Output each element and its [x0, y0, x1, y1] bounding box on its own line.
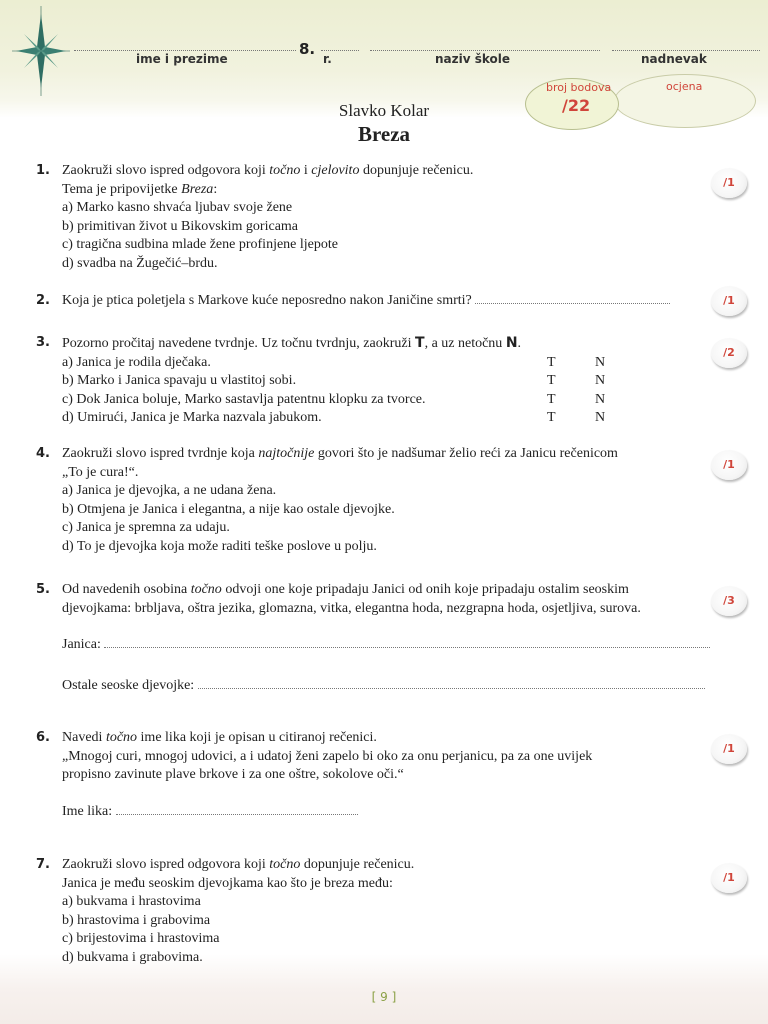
points-badge-6: /1 [711, 734, 747, 764]
answer-option-b[interactable]: b) hrastovima i grabovima [62, 912, 211, 928]
question-stem: Zaokruži slovo ispred odgovora koji točno dopunjuje rečenicu. [62, 857, 415, 872]
question-2 [36, 292, 726, 311]
quote-line-2: propisno zavinute plave brkove i za one oštre, sokolove oči.“ [62, 767, 404, 783]
quote: „To je cura!“. [62, 464, 139, 480]
question-stem: Pozorno pročitaj navedene tvrdnje. Uz točnu tvrdnju, zaokruži T, a uz netočnu N. [62, 335, 522, 351]
answer-option-b[interactable]: b) Otmjena je Janica i elegantna, a nije kao ostale djevojke. [62, 501, 395, 517]
false-option[interactable]: N [595, 354, 606, 370]
question-stem: Navedi točno ime lika koji je opisan u citiranoj rečenici. [62, 730, 377, 745]
statement-row: c) Dok Janica boluje, Marko sastavlja patentnu klopku za tvorce. T N [62, 391, 726, 410]
grade-line[interactable] [321, 50, 359, 51]
points-badge-1: /1 [711, 168, 747, 198]
answer-option-a[interactable]: a) bukvama i hrastovima [62, 894, 201, 910]
name-line[interactable] [74, 50, 296, 51]
answer-option-c[interactable]: c) Janica je spremna za udaju. [62, 520, 230, 536]
school-line[interactable] [370, 50, 600, 51]
question-number: 2. [36, 293, 50, 308]
false-option[interactable]: N [595, 373, 606, 389]
date-label: nadnevak [641, 52, 707, 66]
question-3 [36, 334, 726, 428]
grade-label: r. [323, 52, 332, 66]
false-option[interactable]: N [595, 391, 606, 407]
points-badge-7: /1 [711, 863, 747, 893]
answer-label: Ime lika: [62, 803, 113, 819]
name-label: ime i prezime [136, 52, 228, 66]
score-total: /22 [562, 96, 591, 115]
points-badge-3: /2 [711, 338, 747, 368]
question-line: Tema je pripovijetke Breza: [62, 181, 218, 197]
page-number: [ 9 ] [371, 990, 397, 1004]
question-number: 4. [36, 446, 50, 461]
answer-option-c[interactable]: c) tragična sudbina mlade žene profinjene ljepote [62, 237, 338, 253]
answer-line[interactable] [475, 302, 670, 304]
answer-option-a[interactable]: a) Marko kasno shvaća ljubav svoje žene [62, 200, 293, 216]
question-line: Janica je među seoskim djevojkama kao što je breza među: [62, 875, 393, 891]
compass-star-icon [12, 6, 70, 96]
answer-option-a[interactable]: a) Janica je djevojka, a ne udana žena. [62, 483, 277, 499]
date-line[interactable] [612, 50, 760, 51]
answer-option-d[interactable]: d) bukvama i grabovima. [62, 949, 203, 965]
true-option[interactable]: T [547, 391, 556, 407]
answer-line[interactable] [116, 813, 358, 815]
page-title: Breza [357, 122, 411, 146]
question-stem: Od navedenih osobina točno odvoji one koje pripadaju Janici od onih koje pripadaju ostalim seoskim [62, 582, 629, 597]
question-7 [36, 856, 726, 968]
question-6 [36, 729, 726, 821]
answer-label-others: Ostale seoske djevojke: [62, 677, 195, 693]
true-option[interactable]: T [547, 354, 556, 370]
school-label: naziv škole [435, 52, 511, 66]
question-number: 6. [36, 730, 50, 745]
question-stem: Koja je ptica poletjela s Markove kuće neposredno nakon Janičine smrti? [62, 293, 472, 308]
grade-number: 8. [299, 40, 316, 58]
author-name: Slavko Kolar [338, 101, 430, 120]
answer-label-janica: Janica: [62, 637, 101, 653]
points-badge-2: /1 [711, 286, 747, 316]
question-number: 3. [36, 335, 50, 350]
answer-option-c[interactable]: c) brijestovima i hrastovima [62, 931, 220, 947]
score-label: broj bodova [546, 81, 612, 94]
question-line: djevojkama: brbljava, oštra jezika, glomazna, vitka, elegantna hoda, nezgrapna hoda, osjetljiva, surova. [62, 600, 641, 616]
question-1 [36, 162, 726, 274]
question-4 [36, 445, 726, 557]
question-number: 5. [36, 582, 50, 597]
quote-line-1: „Mnogoj curi, mnogoj udovici, a i udatoj ženi zapelo bi oko za onu perjanicu, pa za one uvijek [62, 748, 593, 764]
question-number: 7. [36, 857, 50, 872]
question-number: 1. [36, 163, 50, 178]
question-stem: Zaokruži slovo ispred tvrdnje koja najtočnije govori što je nadšumar želio reći za Janicu rečenicom [62, 446, 618, 461]
answer-option-d[interactable]: d) svadba na Žugečić–brdu. [62, 255, 218, 271]
grade-oval-label: ocjena [666, 80, 703, 93]
true-option[interactable]: T [547, 373, 556, 389]
answer-line-others[interactable] [198, 687, 705, 689]
answer-option-d[interactable]: d) To je djevojka koja može raditi teške poslove u polju. [62, 538, 377, 554]
points-badge-5: /3 [711, 586, 747, 616]
question-stem: Zaokruži slovo ispred odgovora koji točno i cjelovito dopunjuje rečenicu. [62, 163, 474, 178]
answer-line-janica[interactable] [104, 646, 710, 648]
statement-row: d) Umirući, Janica je Marka nazvala jabukom. T N [62, 409, 726, 428]
true-option[interactable]: T [547, 410, 556, 426]
question-5 [36, 581, 726, 695]
statement-row: a) Janica je rodila dječaka. T N [62, 354, 726, 373]
statement-row: b) Marko i Janica spavaju u vlastitoj sobi. T N [62, 372, 726, 391]
points-badge-4: /1 [711, 450, 747, 480]
false-option[interactable]: N [595, 410, 606, 426]
answer-option-b[interactable]: b) primitivan život u Bikovskim goricama [62, 218, 299, 234]
